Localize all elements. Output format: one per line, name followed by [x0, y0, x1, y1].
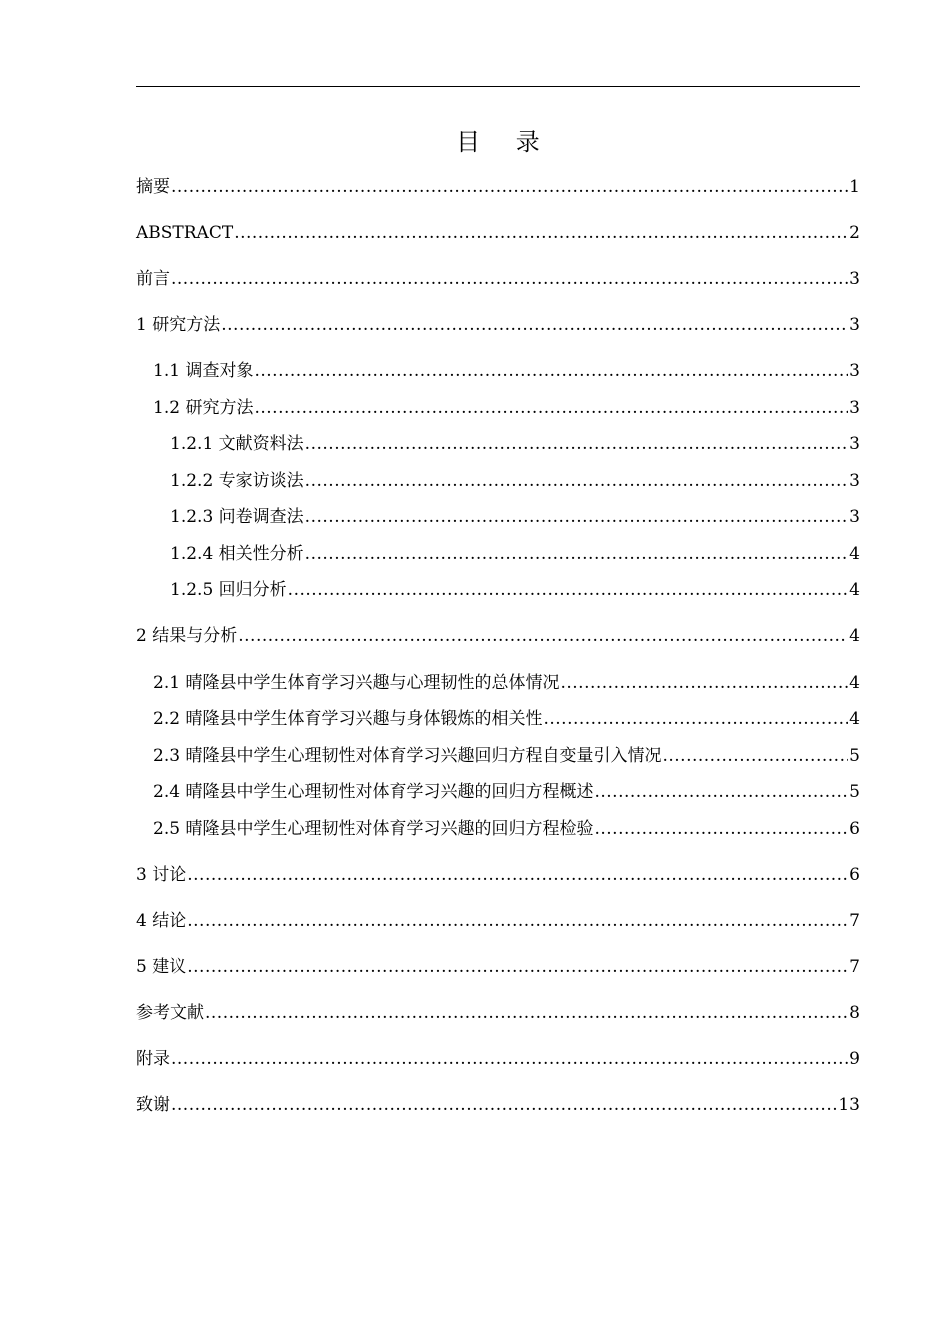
toc-entry-text: 2.4 晴隆县中学生心理韧性对体育学习兴趣的回归方程概述 [153, 782, 594, 802]
dot-leader [238, 625, 848, 647]
toc-entry-section-1-2-1[interactable] [170, 433, 860, 455]
dot-leader [254, 360, 848, 382]
dot-leader [305, 506, 849, 528]
toc-entry-section-5[interactable] [136, 956, 860, 978]
toc-entry-section-2-4[interactable] [153, 781, 860, 803]
dot-leader [560, 672, 848, 694]
toc-entry-page: 5 [849, 746, 860, 766]
dot-leader [187, 956, 848, 978]
header-rule [136, 86, 860, 87]
toc-entry-text: 1.2.5 回归分析 [170, 580, 287, 600]
toc-entry-section-1-2-2[interactable] [170, 470, 860, 492]
toc-entry-section-4[interactable] [136, 910, 860, 932]
toc-entry-section-2-3[interactable] [153, 745, 860, 767]
toc-entry-page: 3 [849, 361, 860, 381]
toc-entry-page: 4 [849, 709, 860, 729]
dot-leader [254, 397, 848, 419]
toc-entry-text: 2.1 晴隆县中学生体育学习兴趣与心理韧性的总体情况 [153, 673, 560, 693]
toc-entry-text: 附录 [136, 1049, 170, 1069]
toc-entry-page: 2 [849, 223, 860, 243]
dot-leader [187, 910, 848, 932]
toc-entry-section-2[interactable] [136, 625, 860, 647]
dot-leader [234, 222, 848, 244]
toc-entry-text: 3 讨论 [136, 865, 187, 885]
toc-entry-page: 7 [849, 911, 860, 931]
toc-entry-page: 6 [849, 865, 860, 885]
toc-entry-page: 5 [849, 782, 860, 802]
toc-entry-text: 2 结果与分析 [136, 626, 238, 646]
dot-leader [305, 433, 849, 455]
toc-entry-page: 8 [849, 1003, 860, 1023]
toc-entry-page: 4 [849, 626, 860, 646]
dot-leader [594, 781, 848, 803]
toc-entry-references[interactable] [136, 1002, 860, 1024]
toc-entry-page: 3 [849, 269, 860, 289]
dot-leader [662, 745, 848, 767]
toc-entry-text: 致谢 [136, 1095, 170, 1115]
toc-entry-page: 13 [838, 1095, 860, 1115]
toc-entry-abstract-en[interactable] [136, 222, 860, 244]
dot-leader [288, 579, 849, 601]
toc-entry-text: 2.5 晴隆县中学生心理韧性对体育学习兴趣的回归方程检验 [153, 819, 594, 839]
dot-leader [305, 470, 849, 492]
toc-entry-text: ABSTRACT [136, 223, 234, 243]
toc-entry-page: 3 [849, 398, 860, 418]
toc-entry-text: 1.2.4 相关性分析 [170, 544, 304, 564]
toc-entry-section-2-5[interactable] [153, 818, 860, 840]
toc-entry-page: 6 [849, 819, 860, 839]
toc-title: 目 录 [456, 128, 554, 156]
toc-entry-text: 2.3 晴隆县中学生心理韧性对体育学习兴趣回归方程自变量引入情况 [153, 746, 662, 766]
toc-entry-page: 9 [849, 1049, 860, 1069]
toc-entry-page: 4 [849, 673, 860, 693]
dot-leader [171, 1094, 837, 1116]
toc-entry-section-2-1[interactable] [153, 672, 860, 694]
toc-entry-acknowledgements[interactable] [136, 1094, 860, 1116]
toc-entry-section-2-2[interactable] [153, 708, 860, 730]
toc-entry-preface[interactable] [136, 268, 860, 290]
dot-leader [594, 818, 848, 840]
dot-leader [171, 268, 848, 290]
toc-entry-section-1-2-3[interactable] [170, 506, 860, 528]
toc-entry-page: 4 [849, 544, 860, 564]
toc-entry-text: 1.1 调查对象 [153, 361, 254, 381]
toc-entry-appendix[interactable] [136, 1048, 860, 1070]
toc-entry-section-1-1[interactable] [153, 360, 860, 382]
toc-entry-text: 1.2.1 文献资料法 [170, 434, 304, 454]
toc-entry-page: 4 [849, 580, 860, 600]
toc-entry-text: 1.2.2 专家访谈法 [170, 471, 304, 491]
toc-entry-abstract-cn[interactable] [136, 176, 860, 198]
toc-entry-text: 前言 [136, 269, 170, 289]
toc-entry-page: 3 [849, 434, 860, 454]
toc-entry-section-3[interactable] [136, 864, 860, 886]
toc-entry-section-1-2-5[interactable] [170, 579, 860, 601]
toc-entry-page: 3 [849, 315, 860, 335]
dot-leader [187, 864, 848, 886]
dot-leader [305, 543, 849, 565]
dot-leader [171, 176, 848, 198]
toc-entry-page: 7 [849, 957, 860, 977]
toc-entry-text: 5 建议 [136, 957, 187, 977]
toc-entry-text: 4 结论 [136, 911, 187, 931]
toc-entry-section-1-2[interactable] [153, 397, 860, 419]
dot-leader [543, 708, 848, 730]
toc-entry-page: 3 [849, 507, 860, 527]
toc-entry-text: 参考文献 [136, 1003, 204, 1023]
dot-leader [221, 314, 848, 336]
toc-entry-text: 2.2 晴隆县中学生体育学习兴趣与身体锻炼的相关性 [153, 709, 543, 729]
toc-entry-text: 1 研究方法 [136, 315, 221, 335]
dot-leader [171, 1048, 848, 1070]
toc-entry-page: 1 [849, 177, 860, 197]
toc-entry-section-1[interactable] [136, 314, 860, 336]
toc-entry-text: 摘要 [136, 177, 170, 197]
toc-entry-section-1-2-4[interactable] [170, 543, 860, 565]
toc-entry-page: 3 [849, 471, 860, 491]
toc-entry-text: 1.2 研究方法 [153, 398, 254, 418]
dot-leader [205, 1002, 848, 1024]
toc-entry-text: 1.2.3 问卷调查法 [170, 507, 304, 527]
